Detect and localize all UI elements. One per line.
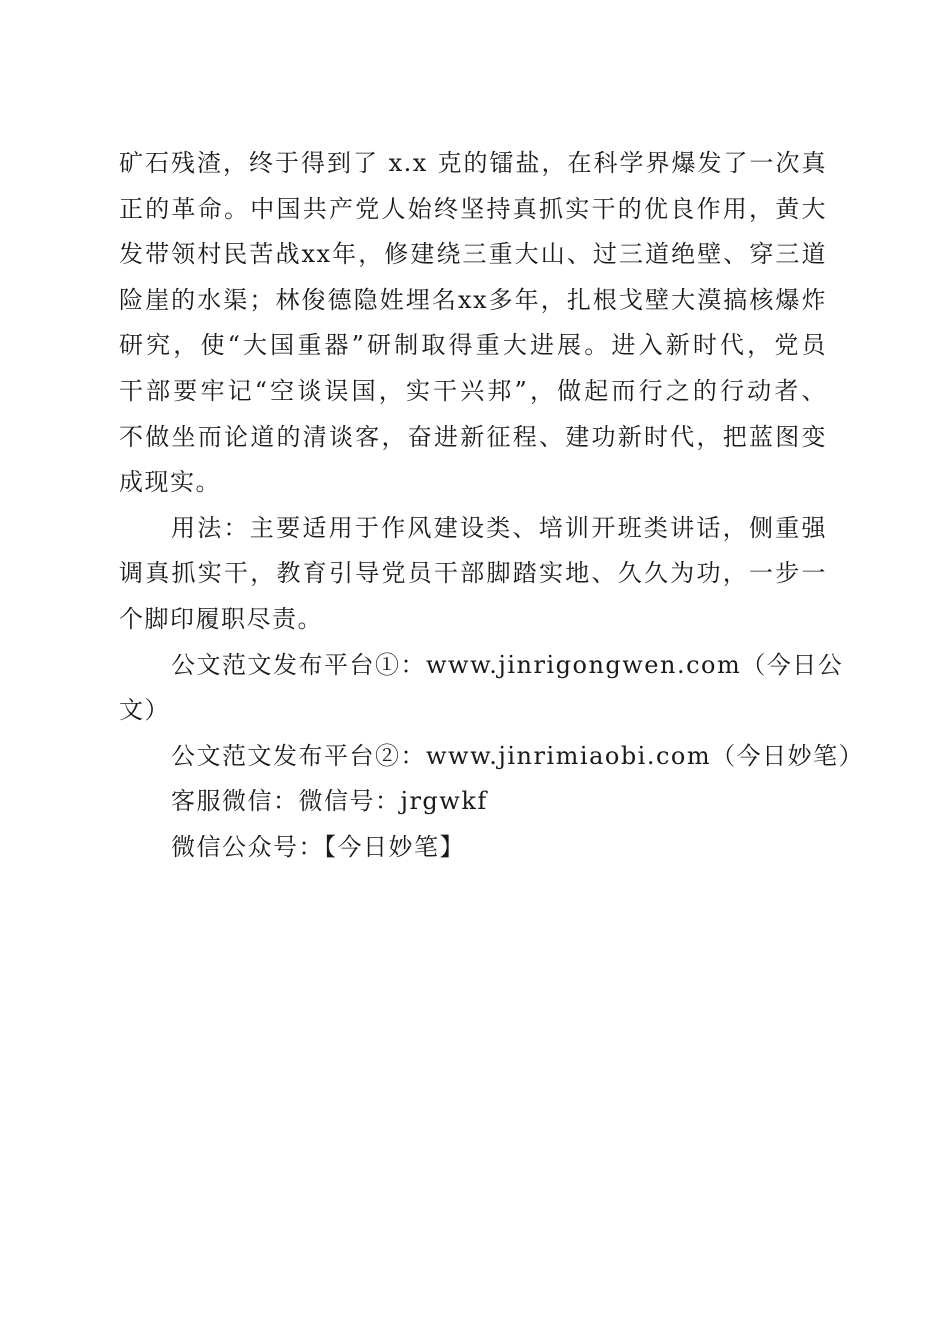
paragraph-line: 不做坐而论道的清谈客，奋进新征程、建功新时代，把蓝图变 [119,422,827,451]
platform1-line-continued: 文） [119,696,170,725]
platform1-line: 公文范文发布平台①：www.jinrigongwen.com（今日公 [171,650,844,679]
paragraph-main [119,141,827,506]
paragraph-line: 干部要牢记“空谈误国，实干兴邦”，做起而行之的行动者、 [119,376,827,405]
paragraph-line: 研究，使“大国重器”研制取得重大进展。进入新时代，党员 [119,331,827,360]
paragraph-line: 正的革命。中国共产党人始终坚持真抓实干的优良作用，黄大 [119,194,827,223]
paragraph-line: 成现实。 [119,468,221,497]
official-account-line: 微信公众号：【今日妙笔】 [171,832,465,861]
paragraph-line: 用法：主要适用于作风建设类、培训开班类讲话，侧重强 [171,513,827,542]
paragraph-line: 个脚印履职尽责。 [119,604,323,633]
paragraph-usage [119,506,827,643]
footer-info [119,643,865,871]
paragraph-line: 险崖的水渠；林俊德隐姓埋名xx多年，扎根戈壁大漠搞核爆炸 [119,285,827,314]
platform2-line: 公文范文发布平台②：www.jinrimiaobi.com（今日妙笔） [171,741,865,770]
customer-service-line: 客服微信：微信号：jrgwkf [171,787,488,816]
paragraph-line: 发带领村民苦战xx年，修建绕三重大山、过三道绝壁、穿三道 [119,240,827,269]
paragraph-line: 矿石残渣，终于得到了 x.x 克的镭盐，在科学界爆发了一次真 [119,149,827,177]
paragraph-line: 调真抓实干，教育引导党员干部脚踏实地、久久为功，一步一 [119,559,827,588]
document-body [119,141,865,871]
